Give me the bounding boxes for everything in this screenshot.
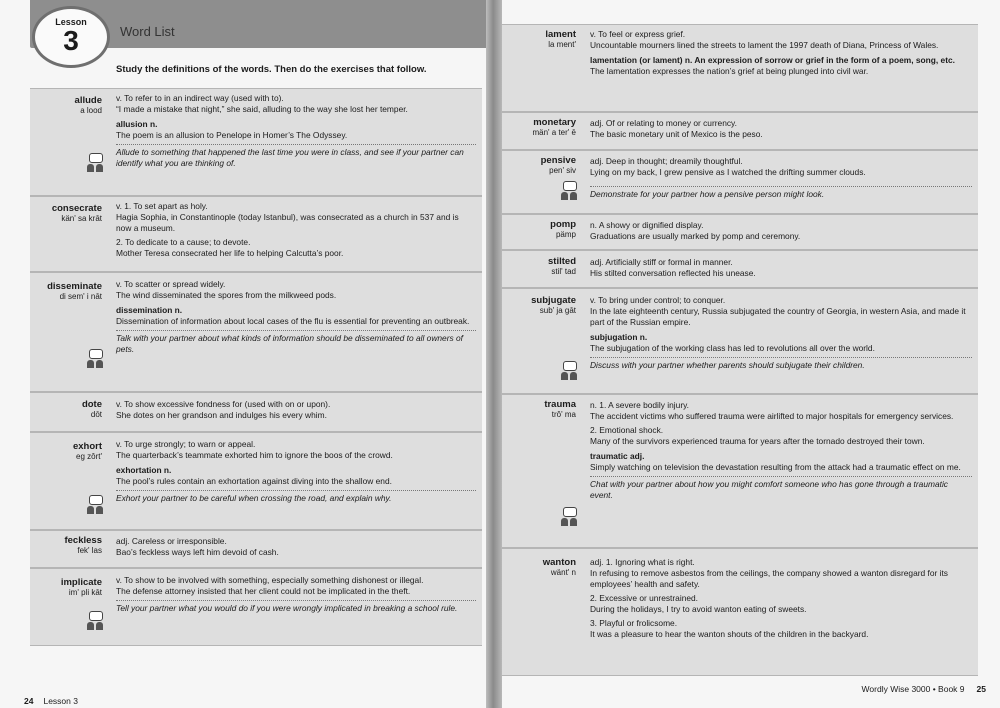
headword: disseminate di sem' i nāt xyxy=(47,281,102,301)
entry-lament xyxy=(496,24,978,112)
entry-pensive xyxy=(496,150,978,214)
entry-disseminate xyxy=(30,272,482,392)
entry-monetary xyxy=(496,112,978,150)
definition: n. 1. A severe bodily injury. The accident victims who suffered trauma were airlifted to major hospitals for emergency services. 2. Emotional shock. Many of the survivors experienced trauma for years after the tornado destroyed their town. traumatic adj. Simply watching on television the devastation resulting from the attack had a traumatic effect on me. Chat with your partner about how you might comfort someone who has gone through a traumatic event. xyxy=(590,400,972,501)
headword: dote dōt xyxy=(81,399,102,419)
definition: adj. Of or relating to money or currency. The basic monetary unit of Mexico is the peso. xyxy=(590,118,763,139)
headword: pensive pen' siv xyxy=(540,155,576,175)
entry-wanton xyxy=(496,548,978,676)
definition: adj. Deep in thought; dreamily thoughtful. Lying on my back, I grew pensive as I watched the drifting summer clouds. Demonstrate for your partner how a pensive person might look. xyxy=(590,156,972,200)
lesson-number: 3 xyxy=(63,25,79,56)
lesson-badge xyxy=(32,6,110,68)
entry-feckless xyxy=(30,530,482,568)
discussion-prompt: Demonstrate for your partner how a pensive person might look. xyxy=(590,186,972,200)
partner-discussion-icon xyxy=(86,495,104,515)
definition: v. To show excessive fondness for (used with on or upon). She dotes on her grandson and indulges his every whim. xyxy=(116,399,331,420)
lesson-label: Lesson xyxy=(55,17,87,27)
definition: n. A showy or dignified display. Graduations are usually marked by pomp and ceremony. xyxy=(590,220,801,241)
footer-lesson: Lesson 3 xyxy=(43,696,78,706)
definition: adj. Careless or irresponsible. Bao’s feckless ways left him devoid of cash. xyxy=(116,536,279,557)
discussion-prompt: Allude to something that happened the last time you were in class, and see if your partner can identify what you are thinking of. xyxy=(116,144,476,169)
definition: v. To scatter or spread widely. The wind disseminated the spores from the milkweed pods. dissemination n. Dissemination of information about local cases of the flu is essential for preventing an outbreak. Talk with your partner about what kinds of information should be disseminated to all owners of pets. xyxy=(116,279,476,355)
footer-book-title: Wordly Wise 3000 • Book 9 xyxy=(861,684,965,694)
headword: monetary män' a ter' ē xyxy=(532,117,576,137)
headword: consecrate kän' sa krāt xyxy=(51,203,102,223)
definition: v. To refer to in an indirect way (used with to). “I made a mistake that night,” she said, alluding to the way she lost her temper. allusion n. The poem is an allusion to Penelope in Homer’s The Odyssey. Allude to something that happened the last time you were in class, and see if your partner can identify what you are thinking of. xyxy=(116,93,476,169)
book-gutter xyxy=(486,0,502,708)
headword: pomp pämp xyxy=(550,219,576,239)
entry-pomp xyxy=(496,214,978,250)
headword: lament la ment' xyxy=(545,29,576,49)
left-page xyxy=(0,0,492,708)
definition: v. To show to be involved with something, especially something dishonest or illegal. The defense attorney insisted that her client could not be implicated in the theft. Tell your partner what you would do if you were wrongly implicated in breaking a school rule. xyxy=(116,575,476,614)
headword: subjugate sub' ja gāt xyxy=(531,295,576,315)
partner-discussion-icon xyxy=(560,507,578,527)
discussion-prompt: Tell your partner what you would do if you were wrongly implicated in breaking a school rule. xyxy=(116,600,476,614)
definition: v. To urge strongly; to warn or appeal. The quarterback’s teammate exhorted him to ignore the boos of the crowd. exhortation n. The pool’s rules contain an exhortation against diving into the shallow end. Exhort your partner to be careful when crossing the road, and explain why. xyxy=(116,439,476,504)
discussion-prompt: Talk with your partner about what kinds of information should be disseminated to all owners of pets. xyxy=(116,330,476,355)
entry-exhort xyxy=(30,432,482,530)
headword: implicate im' pli kāt xyxy=(60,577,102,597)
discussion-prompt: Exhort your partner to be careful when crossing the road, and explain why. xyxy=(116,490,476,504)
partner-discussion-icon xyxy=(86,349,104,369)
partner-discussion-icon xyxy=(86,153,104,173)
headword: trauma trô' ma xyxy=(544,399,576,419)
definition: adj. Artificially stiff or formal in manner. His stilted conversation reflected his unease. xyxy=(590,257,756,278)
headword: stilted stil' tad xyxy=(548,256,576,276)
headword: allude a lood xyxy=(74,95,102,115)
page-title: Word List xyxy=(120,24,175,39)
definition: v. 1. To set apart as holy. Hagia Sophia, in Constantinople (today Istanbul), was consecrated as a church in 537 and is now a museum. 2. To dedicate to a cause; to devote. Mother Teresa consecrated her life to helping Calcutta’s poor. xyxy=(116,201,459,258)
entry-allude xyxy=(30,88,482,196)
entry-consecrate xyxy=(30,196,482,272)
partner-discussion-icon xyxy=(560,361,578,381)
discussion-prompt: Chat with your partner about how you might comfort someone who has gone through a traumatic event. xyxy=(590,476,972,501)
entry-dote xyxy=(30,392,482,432)
definition: v. To bring under control; to conquer. In the late eighteenth century, Russia subjugated the country of Georgia, in western Asia, and made it part of the Russian empire. subjugation n. The subjugation of the working class has led to revolutions all over the world. Discuss with your partner whether parents should subjugate their children. xyxy=(590,295,972,371)
entry-stilted xyxy=(496,250,978,288)
footer-right xyxy=(862,684,986,694)
page-number: 25 xyxy=(976,684,986,694)
headword: feckless fek' las xyxy=(64,535,102,555)
instructions: Study the definitions of the words. Then do the exercises that follow. xyxy=(116,64,427,75)
headword: wanton wänt' n xyxy=(542,557,576,577)
entry-subjugate xyxy=(496,288,978,394)
footer-left xyxy=(24,696,78,706)
partner-discussion-icon xyxy=(560,181,578,201)
entry-implicate xyxy=(30,568,482,646)
headword: exhort eg zôrt' xyxy=(72,441,102,461)
definition: v. To feel or express grief. Uncountable mourners lined the streets to lament the 1997 death of Diana, Princess of Wales. lamentation (or lament) n. An expression of sorrow or grief in the form of a poem, song, etc. The lamentation expresses the nation’s grief at being plunged into civil war. xyxy=(590,29,955,76)
right-page xyxy=(496,0,1000,708)
page-number: 24 xyxy=(24,696,34,706)
discussion-prompt: Discuss with your partner whether parents should subjugate their children. xyxy=(590,357,972,371)
definition: adj. 1. Ignoring what is right. In refusing to remove asbestos from the ceilings, the company showed a wanton disregard for its employees’ health and safety. 2. Excessive or unrestrained. During the holidays, I try to avoid wanton eating of sweets. 3. Playful or frolicsome. It was a pleasure to hear the wanton shouts of the children in the backyard. xyxy=(590,557,948,639)
entry-trauma xyxy=(496,394,978,548)
partner-discussion-icon xyxy=(86,611,104,631)
